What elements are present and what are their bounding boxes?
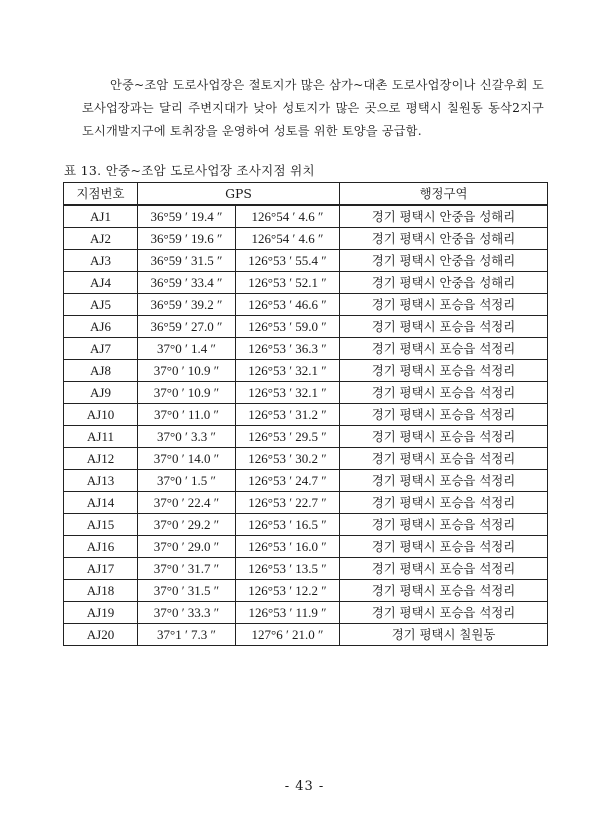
table-row xyxy=(64,294,548,316)
region-cell: 경기 평택시 포승읍 석정리 xyxy=(340,602,548,624)
region-cell: 경기 평택시 포승읍 석정리 xyxy=(340,360,548,382)
latitude-cell: 37°0 ′ 1.4 ″ xyxy=(138,338,236,360)
station-id-cell: AJ5 xyxy=(64,294,138,316)
region-cell: 경기 평택시 안중읍 성해리 xyxy=(340,272,548,294)
table-row xyxy=(64,316,548,338)
region-cell: 경기 평택시 포승읍 석정리 xyxy=(340,492,548,514)
longitude-cell: 126°53 ′ 31.2 ″ xyxy=(236,404,340,426)
region-cell: 경기 평택시 안중읍 성해리 xyxy=(340,205,548,228)
table-caption: 표 13. 안중~조암 도로사업장 조사지점 위치 xyxy=(64,163,315,178)
latitude-cell: 37°0 ′ 22.4 ″ xyxy=(138,492,236,514)
region-cell: 경기 평택시 포승읍 석정리 xyxy=(340,514,548,536)
station-id-cell: AJ16 xyxy=(64,536,138,558)
table-row xyxy=(64,404,548,426)
station-id-cell: AJ20 xyxy=(64,624,138,646)
longitude-cell: 126°54 ′ 4.6 ″ xyxy=(236,205,340,228)
latitude-cell: 37°0 ′ 33.3 ″ xyxy=(138,602,236,624)
table-row xyxy=(64,514,548,536)
longitude-cell: 126°53 ′ 55.4 ″ xyxy=(236,250,340,272)
table-row xyxy=(64,382,548,404)
table-row xyxy=(64,228,548,250)
longitude-cell: 126°53 ′ 32.1 ″ xyxy=(236,382,340,404)
latitude-cell: 37°0 ′ 1.5 ″ xyxy=(138,470,236,492)
station-id-cell: AJ4 xyxy=(64,272,138,294)
longitude-cell: 126°53 ′ 12.2 ″ xyxy=(236,580,340,602)
longitude-cell: 126°53 ′ 32.1 ″ xyxy=(236,360,340,382)
region-cell: 경기 평택시 포승읍 석정리 xyxy=(340,294,548,316)
region-cell: 경기 평택시 칠원동 xyxy=(340,624,548,646)
region-cell: 경기 평택시 포승읍 석정리 xyxy=(340,580,548,602)
longitude-cell: 126°53 ′ 11.9 ″ xyxy=(236,602,340,624)
station-id-cell: AJ1 xyxy=(64,205,138,228)
survey-location-table xyxy=(63,182,548,646)
longitude-cell: 126°53 ′ 30.2 ″ xyxy=(236,448,340,470)
header-station-id: 지점번호 xyxy=(64,183,138,206)
body-paragraph: 안중~조암 도로사업장은 절토지가 많은 삼가~대촌 도로사업장이나 신갈우회 도로사업장과는 달리 주변지대가 낮아 성토지가 많은 곳으로 평택시 칠원동 동삭2지구 도시개발지구에 토취장을 운영하여 성토를 위한 토양을 공급함. xyxy=(82,78,544,139)
table-row xyxy=(64,536,548,558)
header-gps: GPS xyxy=(138,183,340,206)
table-row xyxy=(64,250,548,272)
region-cell: 경기 평택시 포승읍 석정리 xyxy=(340,426,548,448)
latitude-cell: 37°0 ′ 29.0 ″ xyxy=(138,536,236,558)
longitude-cell: 126°53 ′ 46.6 ″ xyxy=(236,294,340,316)
region-cell: 경기 평택시 포승읍 석정리 xyxy=(340,338,548,360)
region-cell: 경기 평택시 안중읍 성해리 xyxy=(340,228,548,250)
longitude-cell: 126°53 ′ 59.0 ″ xyxy=(236,316,340,338)
station-id-cell: AJ8 xyxy=(64,360,138,382)
station-id-cell: AJ3 xyxy=(64,250,138,272)
table-row xyxy=(64,426,548,448)
table-row xyxy=(64,338,548,360)
longitude-cell: 127°6 ′ 21.0 ″ xyxy=(236,624,340,646)
header-region: 행정구역 xyxy=(340,183,548,206)
region-cell: 경기 평택시 포승읍 석정리 xyxy=(340,316,548,338)
station-id-cell: AJ2 xyxy=(64,228,138,250)
table-row xyxy=(64,448,548,470)
table-row xyxy=(64,205,548,228)
latitude-cell: 36°59 ′ 39.2 ″ xyxy=(138,294,236,316)
latitude-cell: 36°59 ′ 19.4 ″ xyxy=(138,205,236,228)
region-cell: 경기 평택시 포승읍 석정리 xyxy=(340,536,548,558)
station-id-cell: AJ9 xyxy=(64,382,138,404)
longitude-cell: 126°54 ′ 4.6 ″ xyxy=(236,228,340,250)
station-id-cell: AJ12 xyxy=(64,448,138,470)
latitude-cell: 37°0 ′ 10.9 ″ xyxy=(138,382,236,404)
longitude-cell: 126°53 ′ 36.3 ″ xyxy=(236,338,340,360)
longitude-cell: 126°53 ′ 22.7 ″ xyxy=(236,492,340,514)
region-cell: 경기 평택시 포승읍 석정리 xyxy=(340,404,548,426)
latitude-cell: 36°59 ′ 19.6 ″ xyxy=(138,228,236,250)
latitude-cell: 37°1 ′ 7.3 ″ xyxy=(138,624,236,646)
table-row xyxy=(64,492,548,514)
latitude-cell: 37°0 ′ 31.5 ″ xyxy=(138,580,236,602)
longitude-cell: 126°53 ′ 13.5 ″ xyxy=(236,558,340,580)
region-cell: 경기 평택시 안중읍 성해리 xyxy=(340,250,548,272)
station-id-cell: AJ15 xyxy=(64,514,138,536)
station-id-cell: AJ14 xyxy=(64,492,138,514)
longitude-cell: 126°53 ′ 29.5 ″ xyxy=(236,426,340,448)
station-id-cell: AJ7 xyxy=(64,338,138,360)
table-row xyxy=(64,602,548,624)
page-number: - 43 - xyxy=(284,779,325,794)
longitude-cell: 126°53 ′ 16.5 ″ xyxy=(236,514,340,536)
latitude-cell: 37°0 ′ 11.0 ″ xyxy=(138,404,236,426)
region-cell: 경기 평택시 포승읍 석정리 xyxy=(340,558,548,580)
latitude-cell: 37°0 ′ 29.2 ″ xyxy=(138,514,236,536)
latitude-cell: 37°0 ′ 31.7 ″ xyxy=(138,558,236,580)
latitude-cell: 37°0 ′ 3.3 ″ xyxy=(138,426,236,448)
station-id-cell: AJ6 xyxy=(64,316,138,338)
longitude-cell: 126°53 ′ 24.7 ″ xyxy=(236,470,340,492)
station-id-cell: AJ19 xyxy=(64,602,138,624)
longitude-cell: 126°53 ′ 52.1 ″ xyxy=(236,272,340,294)
station-id-cell: AJ13 xyxy=(64,470,138,492)
latitude-cell: 37°0 ′ 10.9 ″ xyxy=(138,360,236,382)
region-cell: 경기 평택시 포승읍 석정리 xyxy=(340,382,548,404)
table-row xyxy=(64,470,548,492)
station-id-cell: AJ10 xyxy=(64,404,138,426)
station-id-cell: AJ17 xyxy=(64,558,138,580)
region-cell: 경기 평택시 포승읍 석정리 xyxy=(340,470,548,492)
latitude-cell: 36°59 ′ 33.4 ″ xyxy=(138,272,236,294)
region-cell: 경기 평택시 포승읍 석정리 xyxy=(340,448,548,470)
latitude-cell: 36°59 ′ 31.5 ″ xyxy=(138,250,236,272)
latitude-cell: 37°0 ′ 14.0 ″ xyxy=(138,448,236,470)
station-id-cell: AJ11 xyxy=(64,426,138,448)
table-row xyxy=(64,272,548,294)
station-id-cell: AJ18 xyxy=(64,580,138,602)
longitude-cell: 126°53 ′ 16.0 ″ xyxy=(236,536,340,558)
latitude-cell: 36°59 ′ 27.0 ″ xyxy=(138,316,236,338)
table-row xyxy=(64,624,548,646)
table-row xyxy=(64,558,548,580)
table-row xyxy=(64,360,548,382)
table-header-row xyxy=(64,183,548,206)
table-row xyxy=(64,580,548,602)
